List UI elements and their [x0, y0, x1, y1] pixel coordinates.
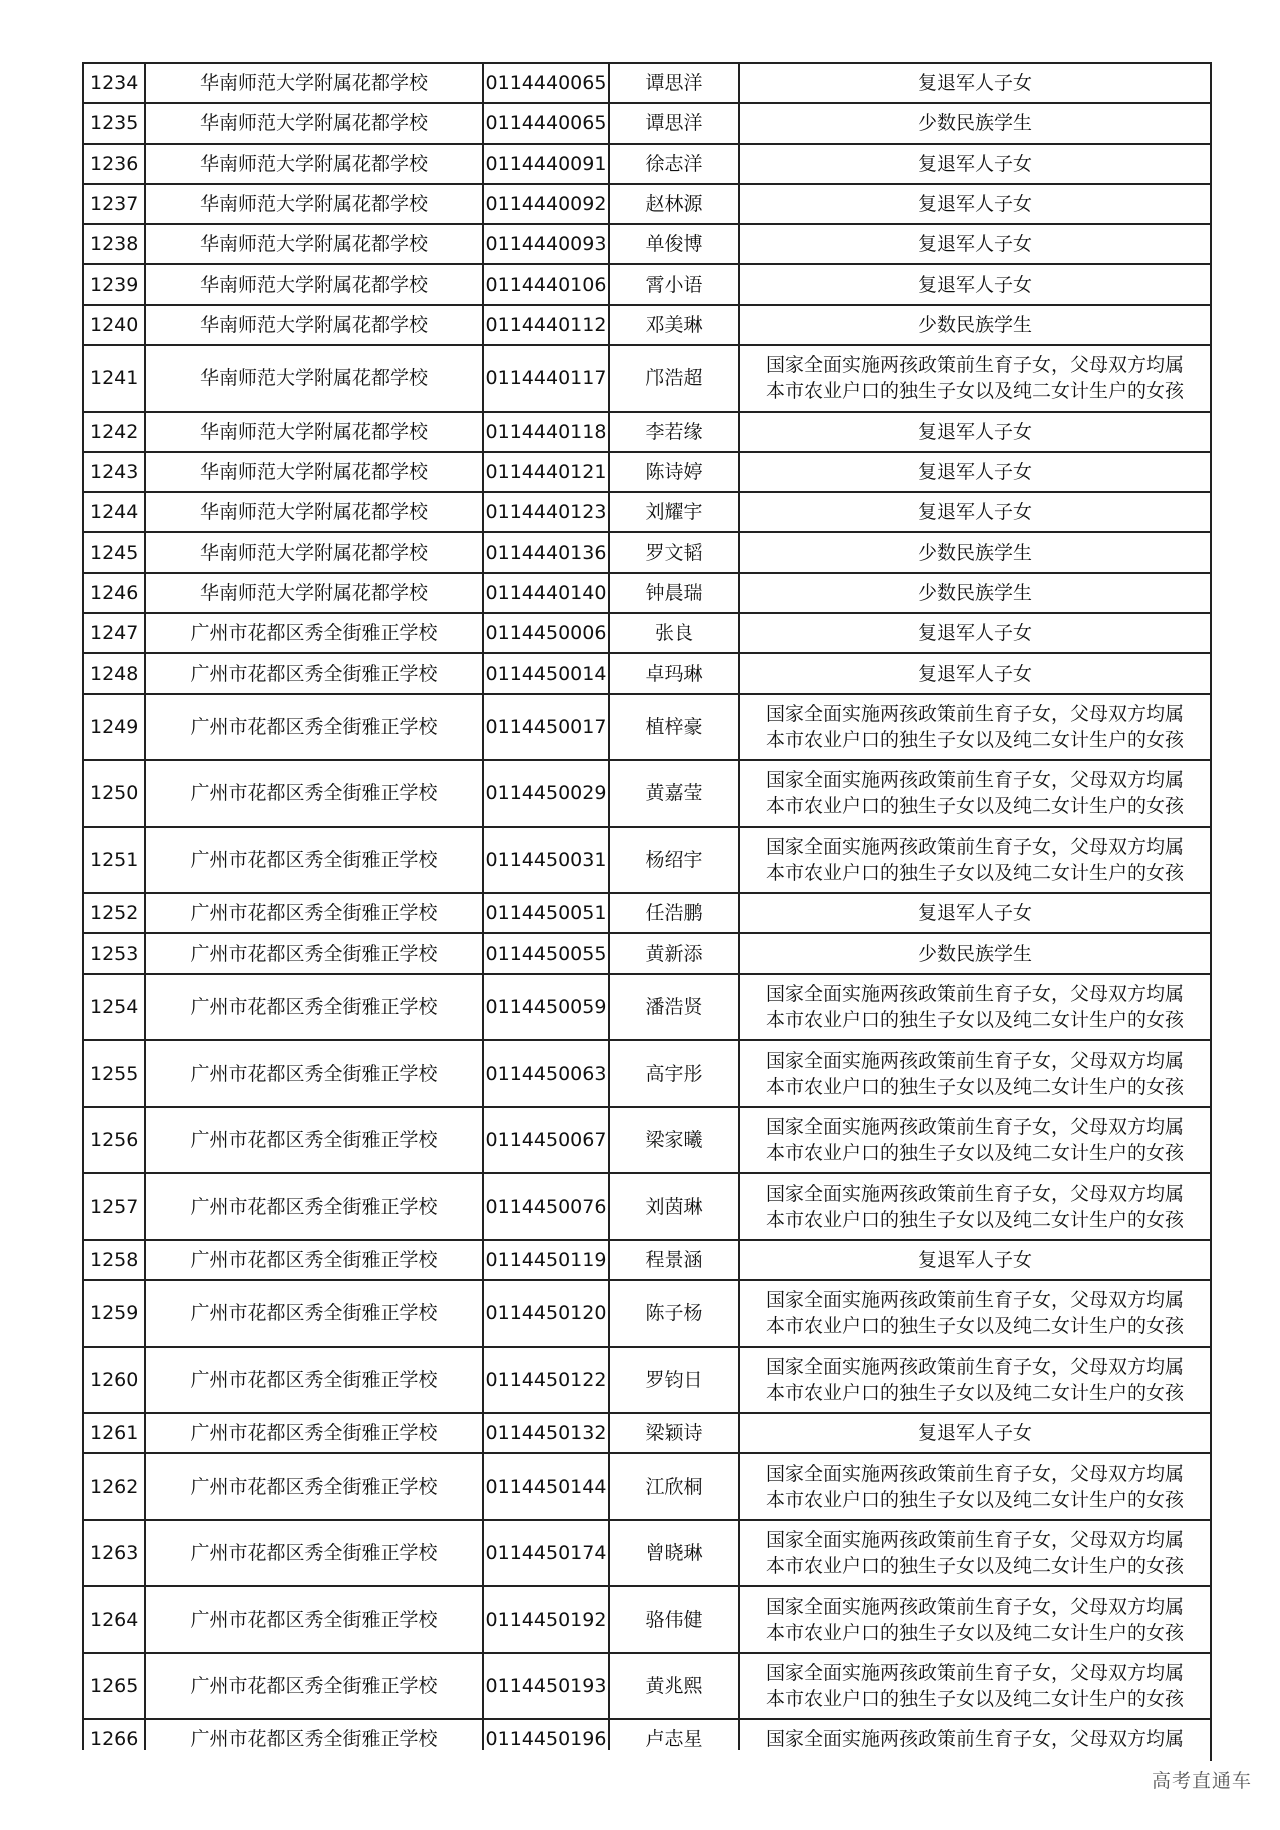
- cell-code: 0114450006: [483, 613, 609, 653]
- table-row: [83, 694, 1211, 761]
- cell-school: 广州市花都区秀全街雅正学校: [145, 1413, 483, 1453]
- watermark-text: 高考直通车: [1151, 1770, 1252, 1792]
- cell-school: 广州市花都区秀全街雅正学校: [145, 933, 483, 973]
- cell-code: 0114450120: [483, 1280, 609, 1347]
- cell-name: 植梓豪: [609, 694, 739, 761]
- cell-code: 0114440065: [483, 63, 609, 103]
- table-row: [83, 224, 1211, 264]
- category-line: 少数民族学生: [917, 112, 1032, 135]
- cell-category: [739, 1453, 1211, 1520]
- cell-number: 1237: [83, 184, 145, 224]
- category-line: 国家全面实施两孩政策前生育子女，父母双方均属: [765, 769, 1184, 792]
- category-line: 国家全面实施两孩政策前生育子女，父母双方均属: [765, 835, 1184, 858]
- cell-name: 杨绍宇: [609, 827, 739, 894]
- cell-number: 1258: [83, 1240, 145, 1280]
- cell-name: 邝浩超: [609, 345, 739, 412]
- cell-number: 1252: [83, 893, 145, 933]
- cell-school: 广州市花都区秀全街雅正学校: [145, 1173, 483, 1240]
- cell-code: 0114440140: [483, 573, 609, 613]
- cell-code: 0114450063: [483, 1040, 609, 1107]
- category-line: 少数民族学生: [917, 541, 1032, 564]
- cell-category: [739, 412, 1211, 452]
- cell-category: [739, 760, 1211, 827]
- category-line: 国家全面实施两孩政策前生育子女，父母双方均属: [765, 1529, 1184, 1552]
- cell-school: 华南师范大学附属花都学校: [145, 532, 483, 572]
- category-line: 复退军人子女: [917, 662, 1032, 685]
- cell-name: 陈诗婷: [609, 452, 739, 492]
- cell-name: 潘浩贤: [609, 974, 739, 1041]
- table-row: [83, 1107, 1211, 1174]
- table-row: [83, 144, 1211, 184]
- category-line: 复退军人子女: [917, 501, 1032, 524]
- cell-category: [739, 893, 1211, 933]
- table-row: [83, 492, 1211, 532]
- category-line: 国家全面实施两孩政策前生育子女，父母双方均属: [765, 702, 1184, 725]
- category-line: 少数民族学生: [917, 313, 1032, 336]
- table-row: [83, 412, 1211, 452]
- table-row: [83, 1240, 1211, 1280]
- category-line: 本市农业户口的独生子女以及纯二女计生户的女孩: [765, 1555, 1184, 1578]
- category-line: 复退军人子女: [917, 1248, 1032, 1271]
- category-line: 国家全面实施两孩政策前生育子女，父母双方均属: [765, 354, 1184, 377]
- table-row: [83, 827, 1211, 894]
- table-row: [83, 1413, 1211, 1453]
- cell-code: 0114450174: [483, 1520, 609, 1587]
- cell-category: [739, 1280, 1211, 1347]
- cell-category: [739, 184, 1211, 224]
- cell-number: 1260: [83, 1347, 145, 1414]
- table-row: [83, 184, 1211, 224]
- cell-category: [739, 144, 1211, 184]
- cell-school: 广州市花都区秀全街雅正学校: [145, 1453, 483, 1520]
- category-line: 本市农业户口的独生子女以及纯二女计生户的女孩: [765, 1009, 1184, 1031]
- cell-school: 华南师范大学附属花都学校: [145, 184, 483, 224]
- cell-number: 1249: [83, 694, 145, 761]
- cell-code: 0114440121: [483, 452, 609, 492]
- cell-school: 广州市花都区秀全街雅正学校: [145, 893, 483, 933]
- cell-name: 谭思洋: [609, 103, 739, 143]
- category-line: 本市农业户口的独生子女以及纯二女计生户的女孩: [765, 728, 1184, 751]
- category-line: 国家全面实施两孩政策前生育子女，父母双方均属: [765, 1728, 1184, 1751]
- cell-number: 1245: [83, 532, 145, 572]
- table-row: [83, 305, 1211, 345]
- table-row: [83, 452, 1211, 492]
- cell-name: 梁家曦: [609, 1107, 739, 1174]
- table-row: [83, 1173, 1211, 1240]
- cell-school: 广州市花都区秀全街雅正学校: [145, 827, 483, 894]
- cell-code: 0114440118: [483, 412, 609, 452]
- roster-table: [82, 62, 1212, 1761]
- cell-school: 广州市花都区秀全街雅正学校: [145, 613, 483, 653]
- cell-name: 赵林源: [609, 184, 739, 224]
- table-row: [83, 345, 1211, 412]
- cell-code: 0114450031: [483, 827, 609, 894]
- cell-number: 1238: [83, 224, 145, 264]
- cell-code: 0114450067: [483, 1107, 609, 1174]
- category-line: 国家全面实施两孩政策前生育子女，父母双方均属: [765, 1355, 1184, 1378]
- cell-number: 1234: [83, 63, 145, 103]
- table-row: [83, 532, 1211, 572]
- cell-number: 1241: [83, 345, 145, 412]
- cell-school: 广州市花都区秀全街雅正学校: [145, 1240, 483, 1280]
- cell-code: 0114440136: [483, 532, 609, 572]
- cell-number: 1244: [83, 492, 145, 532]
- category-line: 国家全面实施两孩政策前生育子女，父母双方均属: [765, 1049, 1184, 1072]
- cell-code: 0114450059: [483, 974, 609, 1041]
- cell-name: 罗文韬: [609, 532, 739, 572]
- cell-category: [739, 224, 1211, 264]
- table-row: [83, 1653, 1211, 1720]
- cell-name: 徐志洋: [609, 144, 739, 184]
- cell-number: 1239: [83, 264, 145, 304]
- cell-category: [739, 827, 1211, 894]
- table-row: [83, 653, 1211, 693]
- cell-code: 0114450119: [483, 1240, 609, 1280]
- cell-code: 0114450144: [483, 1453, 609, 1520]
- cell-category: [739, 1173, 1211, 1240]
- category-line: 复退军人子女: [917, 902, 1032, 925]
- cell-code: 0114450122: [483, 1347, 609, 1414]
- category-line: 本市农业户口的独生子女以及纯二女计生户的女孩: [765, 1315, 1184, 1338]
- cell-name: 卢志星: [609, 1719, 739, 1759]
- cell-school: 华南师范大学附属花都学校: [145, 573, 483, 613]
- roster-body: [83, 63, 1211, 1760]
- cell-school: 华南师范大学附属花都学校: [145, 305, 483, 345]
- cell-code: 0114440065: [483, 103, 609, 143]
- cell-number: 1257: [83, 1173, 145, 1240]
- cell-school: 华南师范大学附属花都学校: [145, 103, 483, 143]
- cell-category: [739, 492, 1211, 532]
- cell-number: 1254: [83, 974, 145, 1041]
- cell-code: 0114450193: [483, 1653, 609, 1720]
- cell-name: 任浩鹏: [609, 893, 739, 933]
- cell-school: 广州市花都区秀全街雅正学校: [145, 1347, 483, 1414]
- cell-code: 0114450029: [483, 760, 609, 827]
- category-line: 本市农业户口的独生子女以及纯二女计生户的女孩: [765, 1381, 1184, 1404]
- cell-name: 程景涵: [609, 1240, 739, 1280]
- cell-code: 0114450017: [483, 694, 609, 761]
- cell-category: [739, 1107, 1211, 1174]
- cell-code: 0114450132: [483, 1413, 609, 1453]
- cell-category: [739, 1520, 1211, 1587]
- category-line: 复退军人子女: [917, 461, 1032, 484]
- cell-category: [739, 653, 1211, 693]
- cell-school: 华南师范大学附属花都学校: [145, 63, 483, 103]
- cell-school: 华南师范大学附属花都学校: [145, 452, 483, 492]
- table-row: [83, 1347, 1211, 1414]
- cell-number: 1256: [83, 1107, 145, 1174]
- cell-code: 0114450055: [483, 933, 609, 973]
- cell-name: 单俊博: [609, 224, 739, 264]
- cell-school: 广州市花都区秀全街雅正学校: [145, 974, 483, 1041]
- table-row: [83, 760, 1211, 827]
- cell-number: 1261: [83, 1413, 145, 1453]
- cell-category: [739, 1653, 1211, 1720]
- cell-number: 1266: [83, 1719, 145, 1759]
- table-row: [83, 1520, 1211, 1587]
- cell-school: 华南师范大学附属花都学校: [145, 144, 483, 184]
- cell-number: 1243: [83, 452, 145, 492]
- document-page: [82, 62, 1210, 1761]
- cell-school: 广州市花都区秀全街雅正学校: [145, 1040, 483, 1107]
- cell-school: 广州市花都区秀全街雅正学校: [145, 1653, 483, 1720]
- table-row: [83, 613, 1211, 653]
- table-row: [83, 893, 1211, 933]
- cell-name: 张良: [609, 613, 739, 653]
- cell-name: 卓玛琳: [609, 653, 739, 693]
- cell-code: 0114440092: [483, 184, 609, 224]
- table-row: [83, 1280, 1211, 1347]
- cell-category: [739, 1347, 1211, 1414]
- cell-number: 1255: [83, 1040, 145, 1107]
- cell-number: 1262: [83, 1453, 145, 1520]
- cell-school: 华南师范大学附属花都学校: [145, 224, 483, 264]
- cell-number: 1240: [83, 305, 145, 345]
- cell-number: 1242: [83, 412, 145, 452]
- cell-name: 黄兆熙: [609, 1653, 739, 1720]
- category-line: 本市农业户口的独生子女以及纯二女计生户的女孩: [765, 1208, 1184, 1231]
- cell-category: [739, 974, 1211, 1041]
- cell-name: 霄小语: [609, 264, 739, 304]
- cell-number: 1265: [83, 1653, 145, 1720]
- cell-name: 邓美琳: [609, 305, 739, 345]
- cell-code: 0114440093: [483, 224, 609, 264]
- category-line: 复退军人子女: [917, 273, 1032, 296]
- cell-school: 广州市花都区秀全街雅正学校: [145, 1520, 483, 1587]
- cell-school: 广州市花都区秀全街雅正学校: [145, 760, 483, 827]
- table-row: [83, 573, 1211, 613]
- cell-code: 0114440106: [483, 264, 609, 304]
- cell-code: 0114440123: [483, 492, 609, 532]
- category-line: 国家全面实施两孩政策前生育子女，父母双方均属: [765, 983, 1184, 1005]
- cell-category: [739, 694, 1211, 761]
- cell-name: 刘茵琳: [609, 1173, 739, 1240]
- cell-name: 谭思洋: [609, 63, 739, 103]
- cell-code: 0114450192: [483, 1586, 609, 1653]
- cell-category: [739, 345, 1211, 412]
- category-line: 复退军人子女: [917, 622, 1032, 645]
- cell-category: [739, 1413, 1211, 1453]
- category-line: 少数民族学生: [917, 581, 1032, 604]
- category-line: 复退军人子女: [917, 152, 1032, 175]
- category-line: 本市农业户口的独生子女以及纯二女计生户的女孩: [765, 795, 1184, 818]
- table-row: [83, 264, 1211, 304]
- table-row: [83, 1586, 1211, 1653]
- cell-school: 华南师范大学附属花都学校: [145, 264, 483, 304]
- category-line: 本市农业户口的独生子女以及纯二女计生户的女孩: [765, 861, 1184, 884]
- cell-name: 骆伟健: [609, 1586, 739, 1653]
- table-row: [83, 103, 1211, 143]
- cell-number: 1250: [83, 760, 145, 827]
- cell-name: 江欣桐: [609, 1453, 739, 1520]
- cell-school: 华南师范大学附属花都学校: [145, 412, 483, 452]
- cell-code: 0114450076: [483, 1173, 609, 1240]
- cell-category: [739, 532, 1211, 572]
- cell-name: 刘耀宇: [609, 492, 739, 532]
- category-line: 本市农业户口的独生子女以及纯二女计生户的女孩: [765, 1142, 1184, 1164]
- cell-number: 1248: [83, 653, 145, 693]
- cell-name: 梁颖诗: [609, 1413, 739, 1453]
- cell-category: [739, 103, 1211, 143]
- cell-number: 1246: [83, 573, 145, 613]
- category-line: 本市农业户口的独生子女以及纯二女计生户的女孩: [765, 1488, 1184, 1511]
- category-line: 国家全面实施两孩政策前生育子女，父母双方均属: [765, 1462, 1184, 1485]
- category-line: 国家全面实施两孩政策前生育子女，父母双方均属: [765, 1289, 1184, 1312]
- cell-code: 0114440091: [483, 144, 609, 184]
- category-line: 本市农业户口的独生子女以及纯二女计生户的女孩: [765, 1688, 1184, 1711]
- category-line: 复退军人子女: [917, 193, 1032, 216]
- cell-category: [739, 63, 1211, 103]
- cell-number: 1264: [83, 1586, 145, 1653]
- cell-category: [739, 1586, 1211, 1653]
- table-row: [83, 1453, 1211, 1520]
- cell-school: 广州市花都区秀全街雅正学校: [145, 1107, 483, 1174]
- table-row: [83, 1040, 1211, 1107]
- category-line: 本市农业户口的独生子女以及纯二女计生户的女孩: [765, 1621, 1184, 1644]
- cell-category: [739, 573, 1211, 613]
- page-bottom-cut: [82, 1750, 1210, 1830]
- cell-category: [739, 452, 1211, 492]
- category-line: 国家全面实施两孩政策前生育子女，父母双方均属: [765, 1116, 1184, 1138]
- category-line: 复退军人子女: [917, 72, 1032, 95]
- cell-code: 0114450051: [483, 893, 609, 933]
- cell-name: 黄嘉莹: [609, 760, 739, 827]
- cell-school: 广州市花都区秀全街雅正学校: [145, 653, 483, 693]
- cell-school: 广州市花都区秀全街雅正学校: [145, 1280, 483, 1347]
- cell-school: 广州市花都区秀全街雅正学校: [145, 694, 483, 761]
- cell-code: 0114450196: [483, 1719, 609, 1759]
- cell-name: 李若缘: [609, 412, 739, 452]
- cell-name: 黄新添: [609, 933, 739, 973]
- cell-name: 曾晓琳: [609, 1520, 739, 1587]
- category-line: 国家全面实施两孩政策前生育子女，父母双方均属: [765, 1662, 1184, 1685]
- cell-school: 广州市花都区秀全街雅正学校: [145, 1586, 483, 1653]
- cell-category: [739, 264, 1211, 304]
- cell-number: 1259: [83, 1280, 145, 1347]
- cell-name: 陈子杨: [609, 1280, 739, 1347]
- table-row: [83, 974, 1211, 1041]
- cell-school: 广州市花都区秀全街雅正学校: [145, 1719, 483, 1759]
- cell-category: [739, 613, 1211, 653]
- category-line: 复退军人子女: [917, 420, 1032, 443]
- table-row: [83, 63, 1211, 103]
- cell-name: 高宇彤: [609, 1040, 739, 1107]
- cell-category: [739, 305, 1211, 345]
- cell-category: [739, 1240, 1211, 1280]
- cell-code: 0114440112: [483, 305, 609, 345]
- cell-school: 华南师范大学附属花都学校: [145, 492, 483, 532]
- category-line: 本市农业户口的独生子女以及纯二女计生户的女孩: [765, 1075, 1184, 1098]
- cell-code: 0114450014: [483, 653, 609, 693]
- cell-category: [739, 933, 1211, 973]
- cell-number: 1263: [83, 1520, 145, 1587]
- category-line: 复退军人子女: [917, 233, 1032, 256]
- cell-name: 罗钧日: [609, 1347, 739, 1414]
- cell-number: 1251: [83, 827, 145, 894]
- table-row: [83, 933, 1211, 973]
- cell-school: 华南师范大学附属花都学校: [145, 345, 483, 412]
- cell-category: [739, 1040, 1211, 1107]
- cell-number: 1247: [83, 613, 145, 653]
- cell-number: 1235: [83, 103, 145, 143]
- cell-number: 1253: [83, 933, 145, 973]
- cell-name: 钟晨瑞: [609, 573, 739, 613]
- cell-number: 1236: [83, 144, 145, 184]
- cell-code: 0114440117: [483, 345, 609, 412]
- category-line: 国家全面实施两孩政策前生育子女，父母双方均属: [765, 1182, 1184, 1205]
- category-line: 复退军人子女: [917, 1422, 1032, 1445]
- category-line: 国家全面实施两孩政策前生育子女，父母双方均属: [765, 1595, 1184, 1618]
- category-line: 少数民族学生: [917, 942, 1032, 965]
- category-line: 本市农业户口的独生子女以及纯二女计生户的女孩: [765, 380, 1184, 403]
